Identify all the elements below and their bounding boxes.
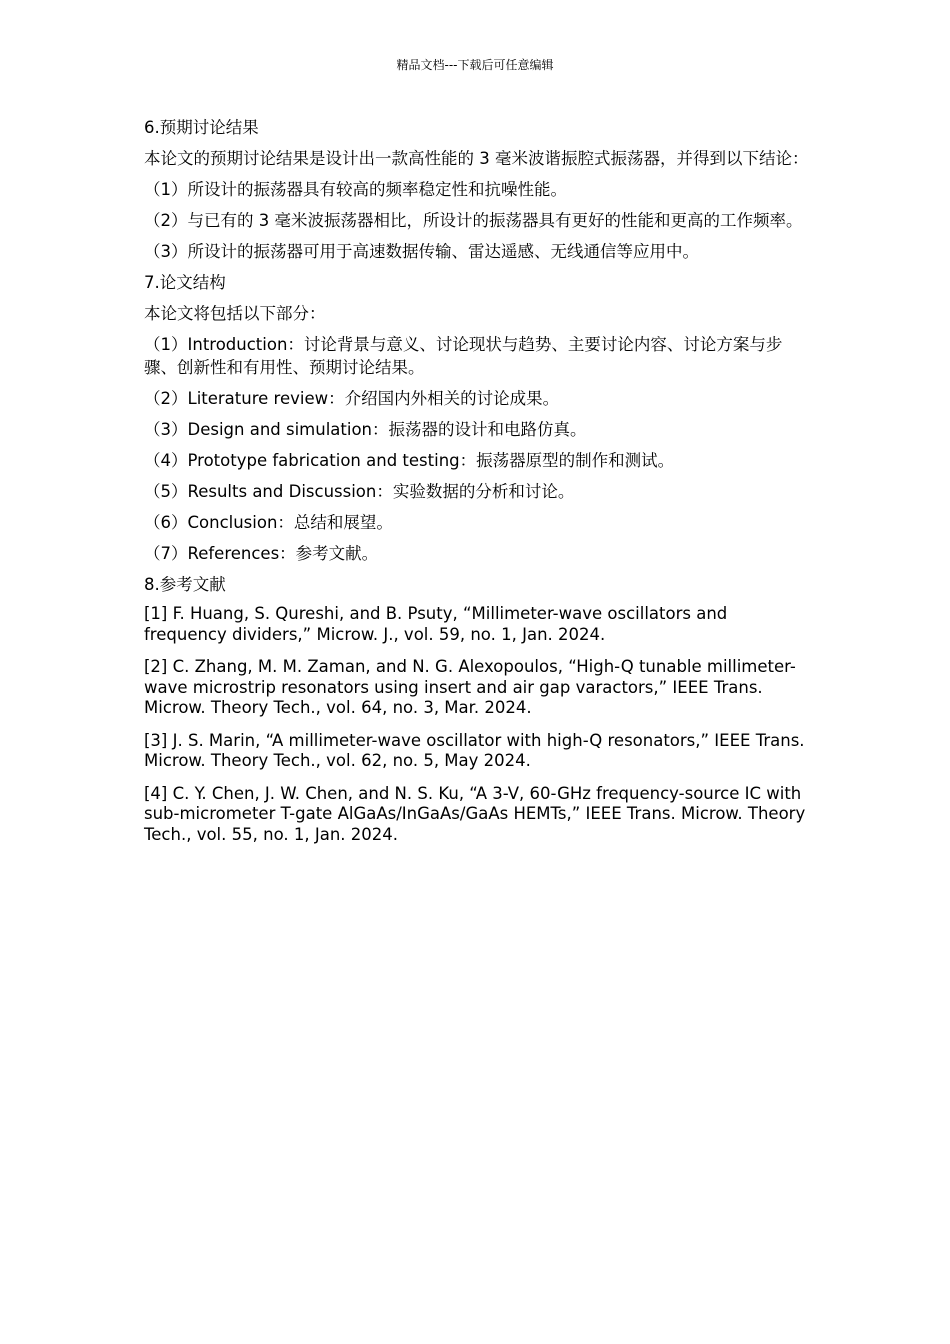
list-item: （3）Design and simulation：振荡器的设计和电路仿真。 xyxy=(144,420,587,439)
section-7-title: 7.论文结构 xyxy=(144,273,226,292)
section-6-title: 6.预期讨论结果 xyxy=(144,118,259,137)
page-header: 精品文档---下载后可任意编辑 xyxy=(396,58,554,72)
document-body xyxy=(144,116,810,857)
section-7-intro: 本论文将包括以下部分： xyxy=(144,304,326,323)
list-item: （1）所设计的振荡器具有较高的频率稳定性和抗噪性能。 xyxy=(144,180,567,199)
reference-item: [3] J. S. Marin, “A millimeter-wave oscillator with high-Q resonators,” IEEE Trans. Microw. Theory Tech., vol. 62, no. 5, May 2024. xyxy=(144,730,805,770)
section-6-intro: 本论文的预期讨论结果是设计出一款高性能的 3 毫米波谐振腔式振荡器，并得到以下结论： xyxy=(144,149,809,168)
reference-item: [4] C. Y. Chen, J. W. Chen, and N. S. Ku, “A 3-V, 60-GHz frequency-source IC with sub-micrometer T-gate AlGaAs/InGaAs/GaAs HEMTs,” IEEE Trans. Microw. Theory Tech., vol. 55, no. 1, Jan. 2024. xyxy=(144,783,806,844)
reference-item: [2] C. Zhang, M. M. Zaman, and N. G. Alexopoulos, “High-Q tunable millimeter-wave microstrip resonators using insert and air gap varactors,” IEEE Trans. Microw. Theory Tech., vol. 64, no. 3, Mar. 2024. xyxy=(144,657,796,717)
list-item: （3）所设计的振荡器可用于高速数据传输、雷达遥感、无线通信等应用中。 xyxy=(144,242,699,261)
list-item: （5）Results and Discussion：实验数据的分析和讨论。 xyxy=(144,482,575,501)
list-item: （2）Literature review：介绍国内外相关的讨论成果。 xyxy=(144,389,560,408)
list-item: （1）Introduction：讨论背景与意义、讨论现状与趋势、主要讨论内容、讨论方案与步骤、创新性和有用性、预期讨论结果。 xyxy=(144,335,783,377)
list-item: （7）References：参考文献。 xyxy=(144,544,379,563)
reference-list xyxy=(144,604,810,845)
list-item: （6）Conclusion：总结和展望。 xyxy=(144,513,393,532)
section-8-title: 8.参考文献 xyxy=(144,575,226,594)
list-item: （2）与已有的 3 毫米波振荡器相比，所设计的振荡器具有更好的性能和更高的工作频率。 xyxy=(144,211,803,230)
reference-item: [1] F. Huang, S. Qureshi, and B. Psuty, “Millimeter-wave oscillators and frequency dividers,” Microw. J., vol. 59, no. 1, Jan. 2024. xyxy=(144,604,728,644)
list-item: （4）Prototype fabrication and testing：振荡器原型的制作和测试。 xyxy=(144,451,675,470)
